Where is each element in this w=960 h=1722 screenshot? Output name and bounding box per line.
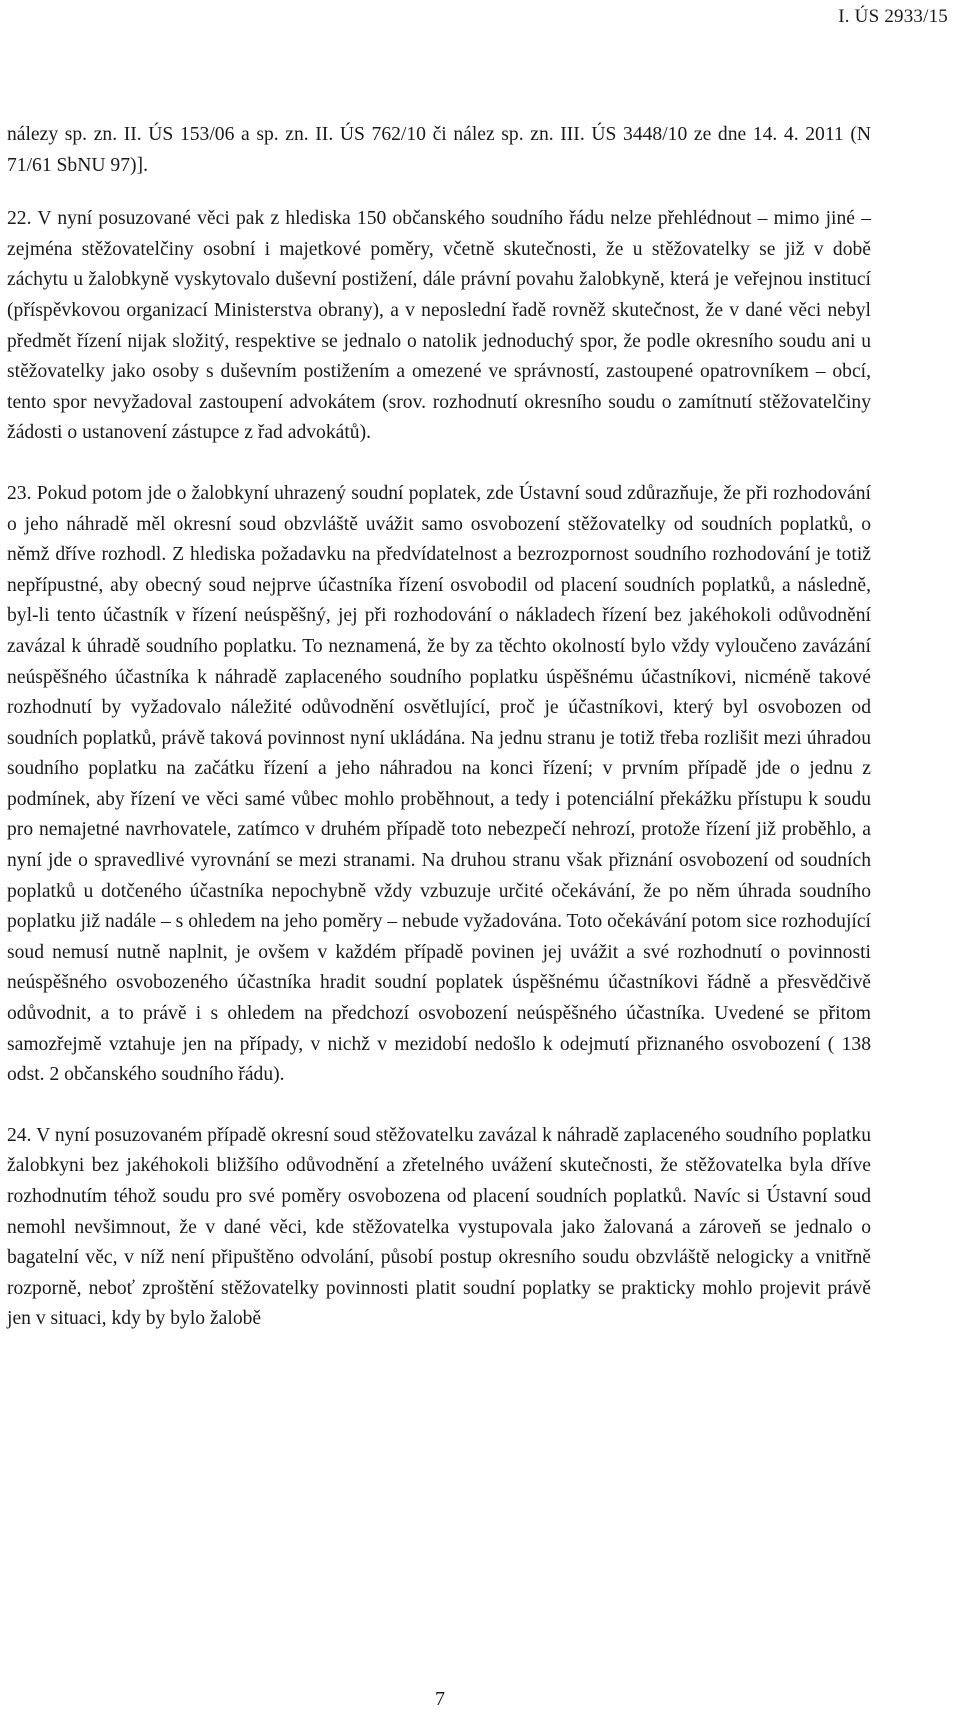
- paragraph-22: 22. V nyní posuzované věci pak z hlediska 150 občanského soudního řádu nelze přehlédnout – mimo jiné – zejména stěžovatelčiny osobní i majetkové poměry, včetně skutečnosti, že u stěžovatelky se již v době záchytu u žalobkyně vyskytovalo duševní postižení, dále právní povahu žalobkyně, která je veřejnou institucí (příspěvkovou organizací Ministerstva obrany), a v neposlední řadě rovněž skutečnost, že v dané věci nebyl předmět řízení nijak složitý, respektive se jednalo o natolik jednoduchý spor, že podle okresního soudu ani u stěžovatelky jako osoby s duševním postižením a omezené ve správností, zastoupené opatrovníkem – obcí, tento spor nevyžadoval zastoupení advokátem (srov. rozhodnutí okresního soudu o zamítnutí stěžovatelčiny žádosti o ustanovení zástupce z řad advokátů).: [7, 208, 871, 444]
- page-number: 7: [435, 1688, 445, 1710]
- paragraph-23: 23. Pokud potom jde o žalobkyní uhrazený soudní poplatek, zde Ústavní soud zdůrazňuje, že při rozhodování o jeho náhradě měl okresní soud obzvláště uvážit samo osvobození stěžovatelky od soudních poplatků, o němž dříve rozhodl. Z hlediska požadavku na předvídatelnost a bezrozpornost soudního rozhodování je totiž nepřípustné, aby obecný soud nejprve účastníka řízení osvobodil od placení soudních poplatků, a následně, byl-li tento účastník v řízení neúspěšný, jej při rozhodování o nákladech řízení bez jakéhokoli odůvodnění zavázal k úhradě soudního poplatku. To neznamená, že by za těchto okolností bylo vždy vyloučeno zavázání neúspěšného účastníka k náhradě zaplaceného soudního poplatku úspěšnému účastníkovi, nicméně takové rozhodnutí by vyžadovalo náležité odůvodnění osvětlující, proč je účastníkovi, který byl osvobozen od soudních poplatků, právě taková povinnost nyní ukládána. Na jednu stranu je totiž třeba rozlišit mezi úhradou soudního poplatku na začátku řízení a jeho náhradou na konci řízení; v prvním případě jde o jednu z podmínek, aby řízení ve věci samé vůbec mohlo proběhnout, a tedy i potenciální překážku přístupu k soudu pro nemajetné navrhovatele, zatímco v druhém případě toto nebezpečí nehrozí, protože řízení již proběhlo, a nyní jde o spravedlivé vyrovnání se mezi stranami. Na druhou stranu však přiznání osvobození od soudních poplatků u dotčeného účastníka nepochybně vždy vzbuzuje určité očekávání, že po něm úhrada soudního poplatku již nadále – s ohledem na jeho poměry – nebude vyžadována. Toto očekávání potom sice rozhodující soud nemusí nutně naplnit, je ovšem v každém případě povinen jej uvážit a své rozhodnutí o povinnosti neúspěšného osvobozeného účastníka hradit soudní poplatek úspěšnému účastníkovi řádně a přesvědčivě odůvodnit, a to právě i s ohledem na předchozí osvobození neúspěšného účastníka. Uvedené se přitom samozřejmě vztahuje jen na případy, v nichž v mezidobí nedošlo k odejmutí přiznaného osvobození ( 138 odst. 2 občanského soudního řádu).: [7, 482, 871, 1086]
- paragraph-24: 24. V nyní posuzovaném případě okresní soud stěžovatelku zavázal k náhradě zaplaceného soudního poplatku žalobkyni bez jakéhokoli bližšího odůvodnění a zřetelného uvážení skutečnosti, že stěžovatelka byla dříve rozhodnutím téhož soudu pro své poměry osvobozena od placení soudních poplatků. Navíc si Ústavní soud nemohl nevšimnout, že v dané věci, kde stěžovatelka vystupovala jako žalovaná a zároveň se jednalo o bagatelní věc, v níž není připuštěno odvolání, působí postup okresního soudu obzvláště nelogicky a vnitřně rozporně, neboť zproštění stěžovatelky povinnosti platit soudní poplatky se prakticky mohlo projevit právě jen v situaci, kdy by bylo žalobě: [7, 1124, 871, 1330]
- paragraph-21-continuation: nálezy sp. zn. II. ÚS 153/06 a sp. zn. II. ÚS 762/10 či nález sp. zn. III. ÚS 3448/10 ze dne 14. 4. 2011 (N 71/61 SbNU 97)].: [7, 124, 871, 176]
- document-body: [7, 120, 871, 1335]
- case-number-header: I. ÚS 2933/15: [838, 6, 948, 27]
